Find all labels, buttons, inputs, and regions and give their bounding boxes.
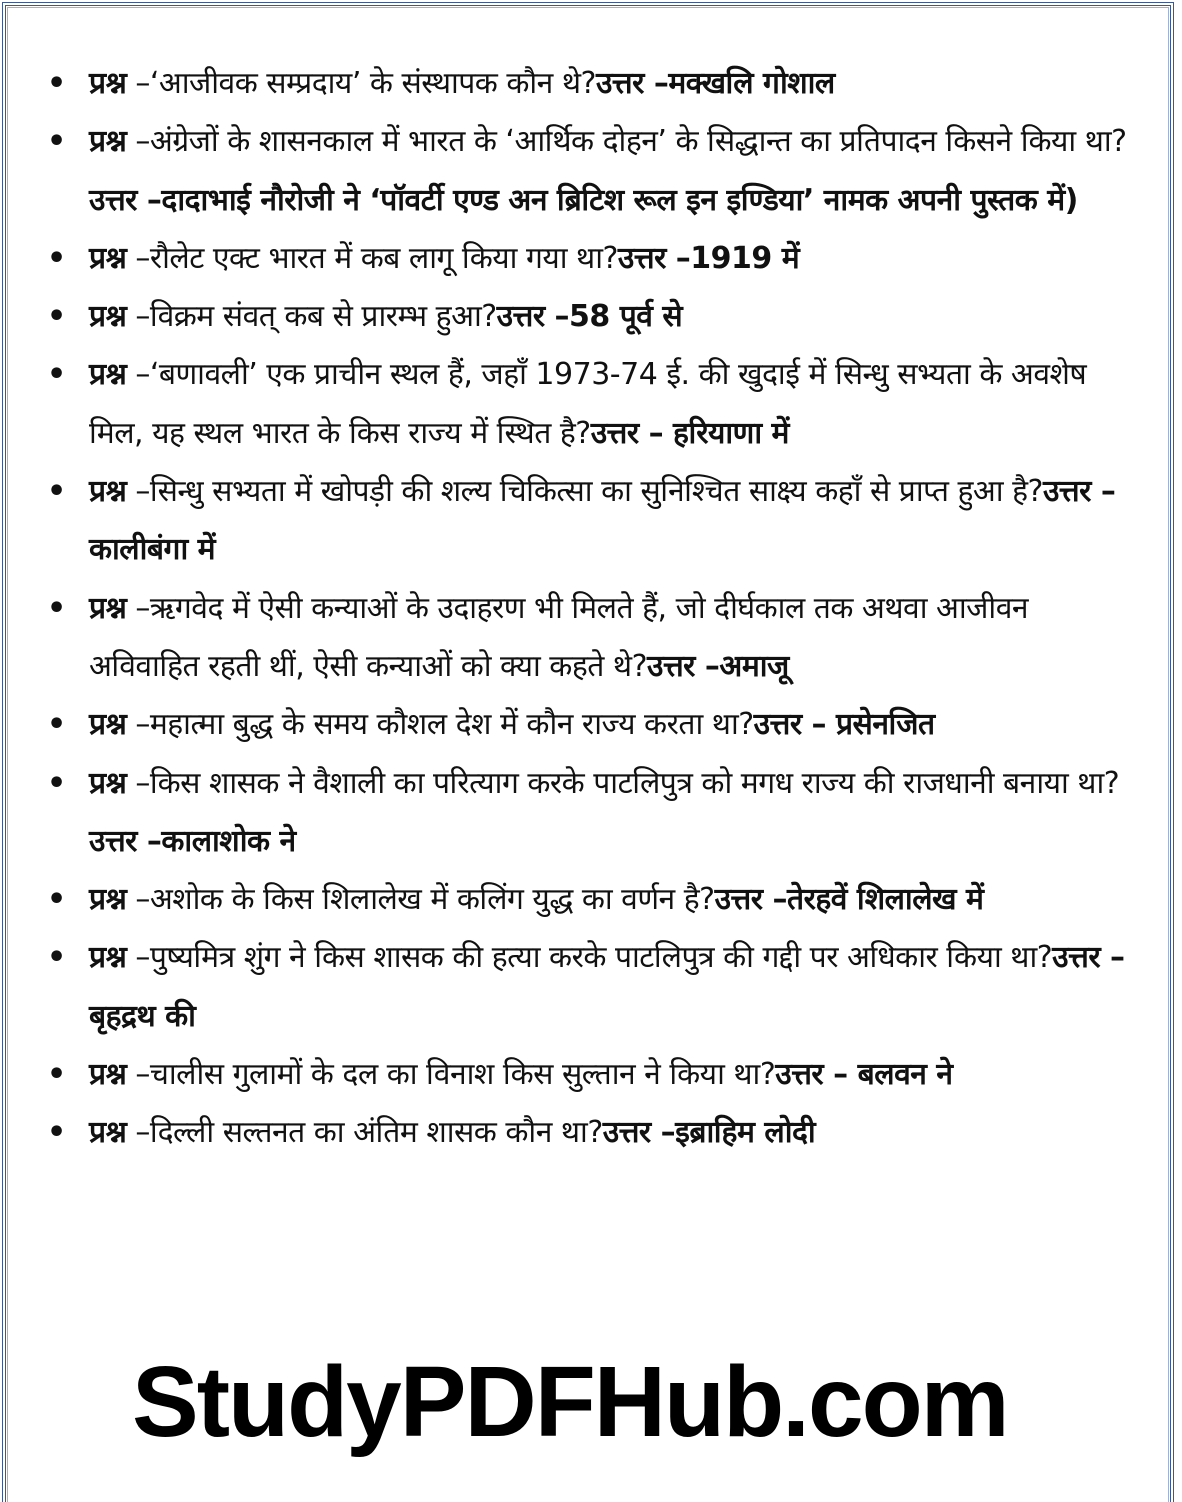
question-label: प्रश्न <box>89 590 127 626</box>
answer-text: उत्तर –कालीबंगा में <box>89 474 1116 568</box>
question-label: प्रश्न <box>89 299 127 335</box>
question-label: प्रश्न <box>89 124 127 160</box>
question-text: –रौलेट एक्ट भारत में कब लागू किया गया था? <box>126 240 618 276</box>
question-label: प्रश्न <box>89 707 127 743</box>
answer-text: उत्तर –दादाभाई नौरोजी ने ‘पॉवर्टी एण्ड अन ब्रिटिश रूल इन इण्डिया’ नामक अपनी पुस्तक में) <box>89 182 1078 218</box>
qa-list <box>0 55 1182 1163</box>
question-label: प्रश्न <box>89 240 127 276</box>
bullet-icon: • <box>47 1115 66 1151</box>
bullet-icon: • <box>47 66 66 101</box>
list-item <box>0 113 1182 230</box>
question-text: –चालीस गुलामों के दल का विनाश किस सुल्तान ने किया था? <box>126 1057 776 1093</box>
bullet-icon: • <box>47 240 66 276</box>
answer-text: उत्तर –58 पूर्व से <box>496 299 683 335</box>
bullet-icon: • <box>47 357 66 393</box>
question-text: –‘बणावली’ एक प्राचीन स्थल हैं, जहाँ 1973-74 ई. की खुदाई में सिन्धु सभ्यता के अवशेष मिल, यह स्थल भारत के किस राज्य में स्थित है? <box>89 357 1087 451</box>
list-item <box>0 755 1182 872</box>
bullet-icon: • <box>47 124 66 160</box>
bullet-icon: • <box>47 765 66 801</box>
answer-text: उत्तर – हरियाणा में <box>590 415 790 451</box>
answer-text: उत्तर –मक्खलि गोशाल <box>595 66 835 101</box>
question-text: –किस शासक ने वैशाली का परित्याग करके पाटलिपुत्र को मगध राज्य की राजधानी बनाया था? <box>126 765 1120 801</box>
question-label: प्रश्न <box>89 765 127 801</box>
answer-text: उत्तर –1919 में <box>617 240 800 276</box>
watermark: StudyPDFHub.com <box>132 1346 1008 1458</box>
answer-text: उत्तर –अमाजू <box>647 648 789 684</box>
question-text: –पुष्यमित्र शुंग ने किस शासक की हत्या करके पाटलिपुत्र की गद्दी पर अधिकार किया था? <box>126 940 1053 976</box>
question-label: प्रश्न <box>89 940 127 976</box>
question-label: प्रश्न <box>89 1115 127 1151</box>
bullet-icon: • <box>47 707 66 743</box>
list-item <box>0 580 1182 697</box>
list-item <box>0 55 1182 113</box>
question-text: –सिन्धु सभ्यता में खोपड़ी की शल्य चिकित्सा का सुनिश्चित साक्ष्य कहाँ से प्राप्त हुआ है? <box>126 474 1043 510</box>
question-label: प्रश्न <box>89 1057 127 1093</box>
question-text: –दिल्ली सल्तनत का अंतिम शासक कौन था? <box>126 1115 603 1151</box>
list-item <box>0 230 1182 288</box>
list-item <box>0 1104 1182 1162</box>
list-item <box>0 346 1182 463</box>
answer-text: उत्तर –कालाशोक ने <box>89 823 296 859</box>
bullet-icon: • <box>47 590 66 626</box>
question-label: प्रश्न <box>89 66 127 101</box>
list-item <box>0 288 1182 346</box>
list-item <box>0 696 1182 754</box>
list-item <box>0 1046 1182 1104</box>
bullet-icon: • <box>47 940 66 976</box>
question-text: –‘आजीवक सम्प्रदाय’ के संस्थापक कौन थे? <box>126 66 596 101</box>
list-item <box>0 929 1182 1046</box>
bullet-icon: • <box>47 299 66 335</box>
question-text: –अंग्रेजों के शासनकाल में भारत के ‘आर्थिक दोहन’ के सिद्धान्त का प्रतिपादन किसने किया था? <box>126 124 1127 160</box>
list-item <box>0 463 1182 580</box>
answer-text: उत्तर – बलवन ने <box>775 1057 953 1093</box>
question-text: –अशोक के किस शिलालेख में कलिंग युद्ध का वर्णन है? <box>126 882 715 918</box>
document-body <box>0 55 1182 1163</box>
list-item <box>0 871 1182 929</box>
question-label: प्रश्न <box>89 357 127 393</box>
answer-text: उत्तर –इब्राहिम लोदी <box>602 1115 816 1151</box>
question-label: प्रश्न <box>89 474 127 510</box>
question-text: –विक्रम संवत् कब से प्रारम्भ हुआ? <box>126 299 497 335</box>
answer-text: उत्तर –बृहद्रथ की <box>89 940 1125 1034</box>
answer-text: उत्तर –तेरहवें शिलालेख में <box>714 882 984 918</box>
bullet-icon: • <box>47 882 66 918</box>
question-label: प्रश्न <box>89 882 127 918</box>
question-text: –ऋगवेद में ऐसी कन्याओं के उदाहरण भी मिलते हैं, जो दीर्घकाल तक अथवा आजीवन अविवाहित रहती थीं, ऐसी कन्याओं को क्या कहते थे? <box>89 590 1029 684</box>
bullet-icon: • <box>47 1057 66 1093</box>
bullet-icon: • <box>47 474 66 510</box>
question-text: –महात्मा बुद्ध के समय कौशल देश में कौन राज्य करता था? <box>126 707 754 743</box>
answer-text: उत्तर – प्रसेनजित <box>753 707 935 743</box>
